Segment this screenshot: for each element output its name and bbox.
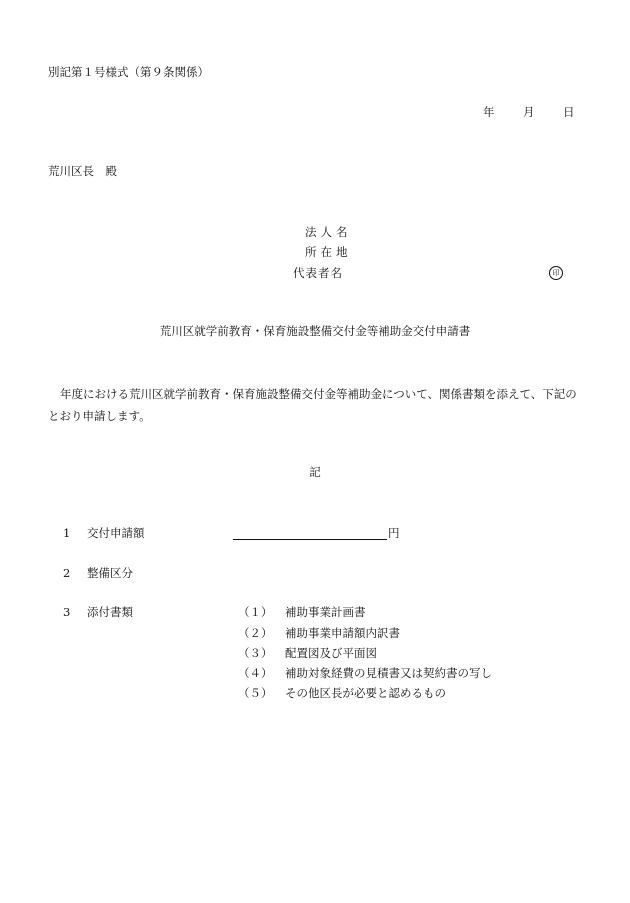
ki-heading: 記 bbox=[309, 465, 321, 479]
form-number-label: 別記第１号様式（第９条関係） bbox=[48, 65, 209, 79]
attachment-number: （４） bbox=[238, 666, 273, 680]
item-label-grant-amount: 交付申請額 bbox=[87, 526, 145, 540]
attachment-number: （１） bbox=[238, 605, 273, 619]
seal-icon: 印 bbox=[549, 266, 563, 280]
representative-name-label: 代表者名 bbox=[293, 266, 343, 280]
item-label-attachments: 添付書類 bbox=[87, 605, 133, 619]
item-number: 1 bbox=[63, 526, 71, 540]
corporation-address-label: 所在地 bbox=[305, 245, 352, 259]
date-day-label: 日 bbox=[563, 105, 575, 119]
item-number: 3 bbox=[63, 605, 71, 619]
document-title: 荒川区就学前教育・保育施設整備交付金等補助金交付申請書 bbox=[159, 324, 471, 338]
attachment-item: 補助対象経費の見積書又は契約書の写し bbox=[285, 666, 492, 680]
currency-unit: 円 bbox=[388, 526, 400, 540]
date-year-label: 年 bbox=[483, 105, 495, 119]
attachment-item: 補助事業申請額内訳書 bbox=[285, 626, 400, 640]
item-number: 2 bbox=[63, 566, 71, 580]
date-month-label: 月 bbox=[523, 105, 535, 119]
application-statement: 年度における荒川区就学前教育・保育施設整備交付金等補助金について、関係書類を添えて、下記のとおり申請します。 bbox=[48, 387, 577, 423]
addressee: 荒川区長 殿 bbox=[48, 164, 117, 178]
item-label-category: 整備区分 bbox=[87, 566, 133, 580]
attachment-item: 配置図及び平面図 bbox=[285, 646, 377, 660]
attachment-item: 補助事業計画書 bbox=[285, 605, 366, 619]
corporation-name-label: 法人名 bbox=[305, 225, 352, 239]
attachment-number: （３） bbox=[238, 646, 273, 660]
attachment-number: （５） bbox=[238, 686, 273, 700]
attachment-number: （２） bbox=[238, 626, 273, 640]
attachment-item: その他区長が必要と認めるもの bbox=[285, 686, 446, 700]
grant-amount-blank-line bbox=[233, 526, 387, 540]
